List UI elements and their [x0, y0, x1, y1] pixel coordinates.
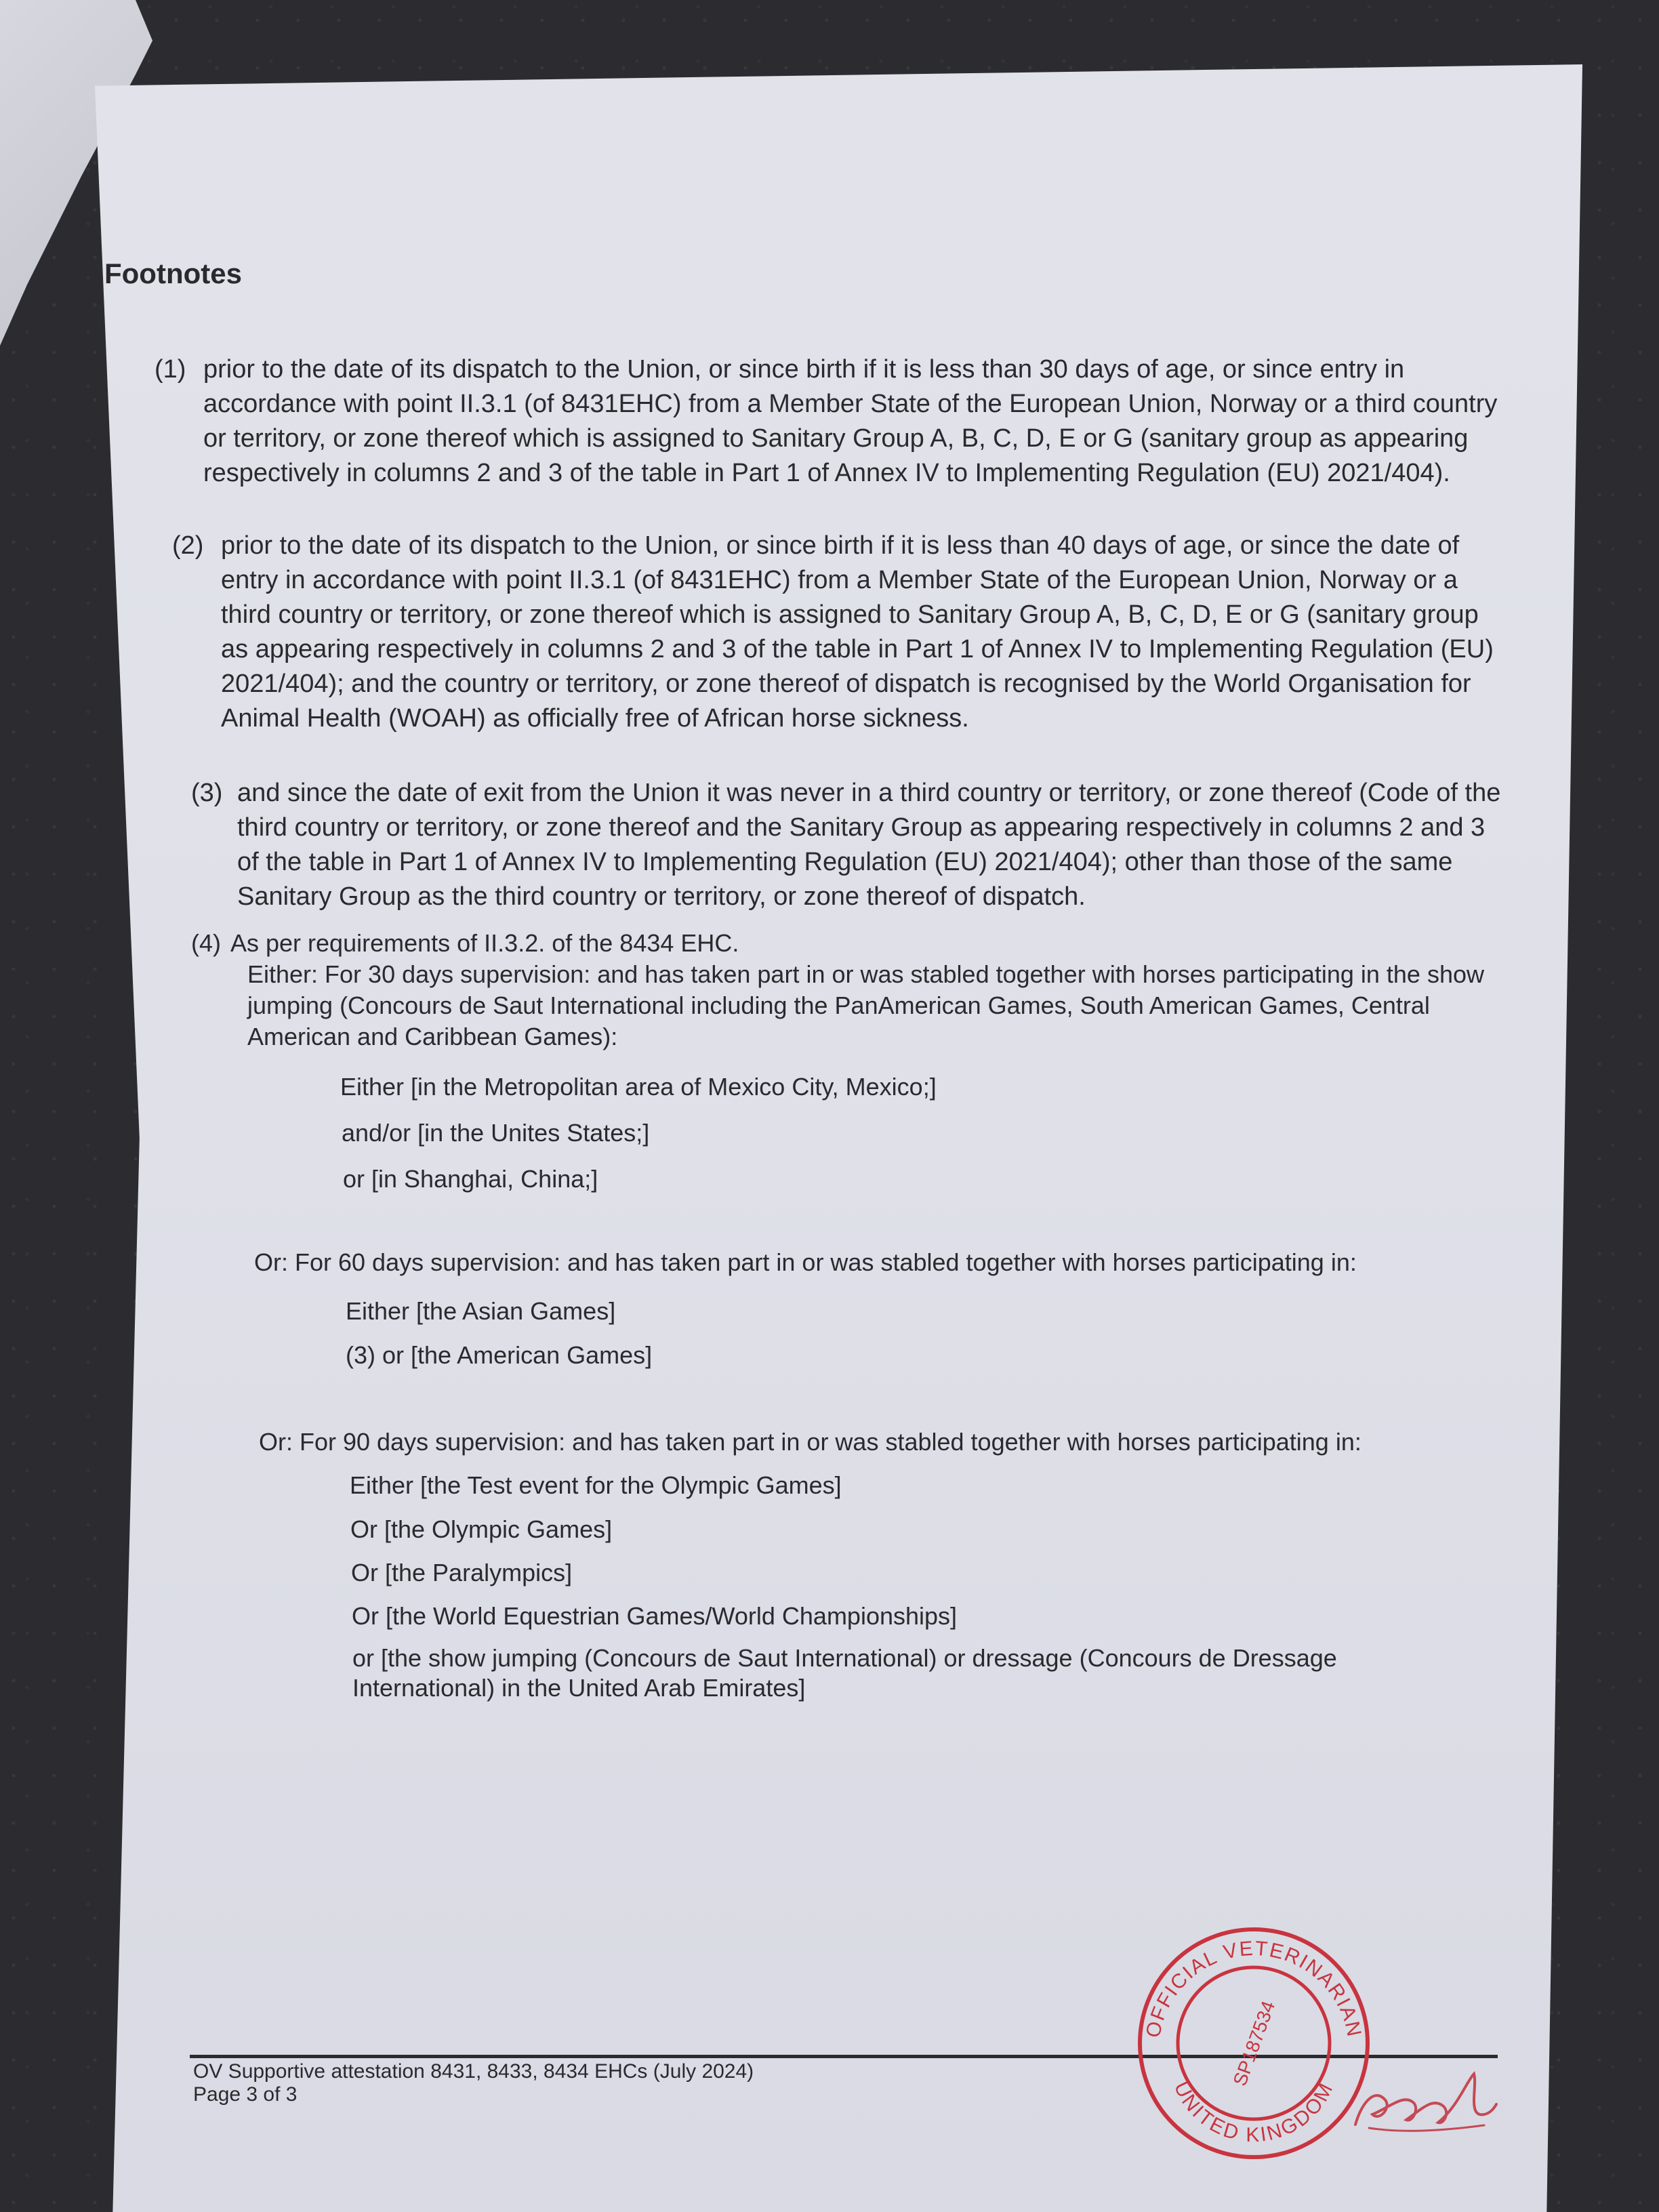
or-90-item: Or [the Olympic Games] [350, 1515, 613, 1543]
official-veterinarian-stamp [1132, 1921, 1376, 2165]
either-30-days-intro: Either: For 30 days supervision: and has taken part in or was stabled together with horses participating in the show jumping (Concours de Saut International including the PanAmerican Games, South American Games, Central American and Caribbean Games): [247, 960, 1484, 1050]
or-60-days-intro: Or: For 60 days supervision: and has taken part in or was stabled together with horses participating in: [254, 1248, 1357, 1276]
footnote-number: (1) [155, 355, 186, 384]
footnote-4 [191, 926, 1479, 960]
footnote-number: (2) [172, 531, 204, 560]
stamp-number: SP187534 [1229, 1998, 1279, 2089]
footnote-3 [191, 776, 1509, 914]
signature [1349, 2060, 1498, 2142]
footnote-text: prior to the date of its dispatch to the Union, or since birth if it is less than 30 days of age, or since entry in accordance with point II.3.1 (of 8431EHC) from a Member State of the European Union, Norway or a third country or territory, or zone thereof which is assigned to Sanitary Group A, B, C, D, E or G (sanitary group as appearing respectively in columns 2 and 3 of the table in Part 1 of Annex IV to Implementing Regulation (EU) 2021/404). [203, 355, 1498, 487]
or-90-days-intro: Or: For 90 days supervision: and has taken part in or was stabled together with horses participating in: [259, 1428, 1361, 1456]
footnote-number: (3) [191, 779, 223, 807]
footnote-text: prior to the date of its dispatch to the Union, or since birth if it is less than 40 days of age, or since the date of entry in accordance with point II.3.1 (of 8431EHC) from a Member State of the European Union, Norway or a third country or territory, or zone thereof which is assigned to Sanitary Group A, B, C, D, E or G (sanitary group as appearing respectively in columns 2 and 3 of the table in Part 1 of Annex IV to Implementing Regulation (EU) 2021/404); and the country or territory, or zone thereof of dispatch is recognised by the World Organisation for Animal Health (WOAH) as officially free of African horse sickness. [221, 531, 1494, 733]
footnote-2 [172, 529, 1507, 736]
either-30-item: and/or [in the Unites States;] [342, 1119, 650, 1147]
or-90-item: Or [the Paralympics] [351, 1559, 573, 1586]
or-60-item: Either [the Asian Games] [346, 1297, 616, 1325]
footnote-number: (4) [191, 929, 221, 957]
footnote-1 [155, 352, 1507, 491]
either-30-item: Either [in the Metropolitan area of Mexico City, Mexico;] [340, 1073, 937, 1101]
footer-page-number: Page 3 of 3 [193, 2083, 298, 2106]
footer-attestation-title: OV Supportive attestation 8431, 8433, 8434 EHCs (July 2024) [193, 2060, 754, 2083]
or-60-item: (3) or [the American Games] [346, 1341, 653, 1369]
page-heading: Footnotes [104, 258, 242, 289]
stamp-bottom-text: UNITED KINGDOM [1169, 2078, 1338, 2147]
or-90-item: Either [the Test event for the Olympic Games] [350, 1471, 842, 1499]
stamp-top-text: OFFICIAL VETERINARIAN [1142, 1937, 1366, 2040]
or-90-item: or [the show jumping (Concours de Saut International) or dressage (Concours de Dressage International) in the United Arab Emirates] [352, 1644, 1337, 1702]
footnote-text: and since the date of exit from the Union it was never in a third country or territory, or zone thereof (Code of the third country or territory, or zone thereof and the Sanitary Group as appearing respectively in columns 2 and 3 of the table in Part 1 of Annex IV to Implementing Regulation (EU) 2021/404); other than those of the same Sanitary Group as the third country or territory, or zone thereof of dispatch. [237, 779, 1501, 911]
or-90-item: Or [the World Equestrian Games/World Championships] [352, 1602, 958, 1630]
either-30-item: or [in Shanghai, China;] [343, 1165, 598, 1193]
footnote-text: As per requirements of II.3.2. of the 8434 EHC. [230, 929, 739, 957]
